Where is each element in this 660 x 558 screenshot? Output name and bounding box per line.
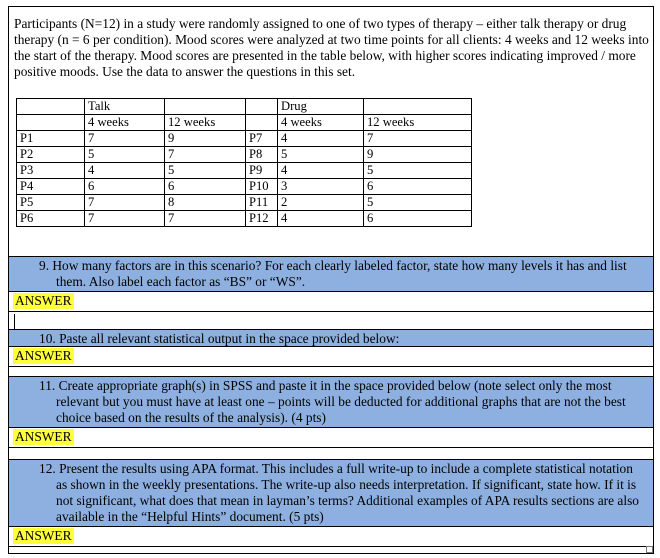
answer-label: ANSWER [15, 528, 72, 543]
participant-id: P1 [17, 131, 85, 147]
score-cell: 5 [278, 147, 364, 163]
participant-id: P10 [246, 179, 278, 195]
participant-id: P3 [17, 163, 85, 179]
table-row [17, 163, 472, 179]
drug-header: Drug [278, 99, 364, 115]
question-9-text: 9. How many factors are in this scenario? For each clearly labeled factor, state how many levels it has and list them. Also label each factor as “BS” or “WS”. [39, 258, 627, 289]
score-cell: 2 [278, 195, 364, 211]
table-column-header-row [17, 115, 472, 131]
question-11 [9, 376, 653, 428]
score-cell: 9 [364, 147, 472, 163]
participant-id: P8 [246, 147, 278, 163]
participant-id: P5 [17, 195, 85, 211]
answer-label: ANSWER [15, 429, 72, 444]
text-cursor [14, 314, 15, 329]
resize-handle[interactable] [646, 546, 653, 553]
talk-12-weeks-header: 12 weeks [165, 115, 246, 131]
participant-id: P4 [17, 179, 85, 195]
table-group-header-row [17, 99, 472, 115]
document-page [8, 6, 654, 554]
answer-label: ANSWER [15, 348, 72, 363]
score-cell: 5 [165, 163, 246, 179]
score-cell: 4 [278, 163, 364, 179]
answer-9-row[interactable] [9, 292, 653, 312]
question-12-text: 12. Present the results using APA format. This includes a full write-up to include a complete statistical notation as shown in the weekly presentations. The write-up also needs interpretation. If significant, state how. If it is not significant, what does that mean in layman’s terms? Additional examples of APA results sections are also available in the “Helpful Hints” document. (5 pts) [39, 461, 640, 524]
score-cell: 5 [85, 147, 165, 163]
score-cell: 7 [85, 211, 165, 227]
score-cell: 9 [165, 131, 246, 147]
answer-9-input[interactable] [9, 312, 653, 330]
table-row [17, 195, 472, 211]
score-cell: 7 [165, 211, 246, 227]
talk-header: Talk [85, 99, 165, 115]
participant-id: P7 [246, 131, 278, 147]
table-row [17, 131, 472, 147]
participant-id: P9 [246, 163, 278, 179]
score-cell: 4 [278, 211, 364, 227]
answer-11-row[interactable] [9, 428, 653, 448]
question-12 [9, 459, 653, 527]
question-9 [9, 256, 653, 292]
participant-id: P6 [17, 211, 85, 227]
participant-id: P12 [246, 211, 278, 227]
mood-scores-table [16, 98, 472, 227]
table-row [17, 179, 472, 195]
drug-12-weeks-header: 12 weeks [364, 115, 472, 131]
score-cell: 6 [364, 211, 472, 227]
score-cell: 5 [364, 195, 472, 211]
score-cell: 3 [278, 179, 364, 195]
question-10-text: 10. Paste all relevant statistical output in the space provided below: [39, 331, 400, 346]
intro-paragraph: Participants (N=12) in a study were randomly assigned to one of two types of therapy – either talk therapy or drug therapy (n = 6 per condition). Mood scores were analyzed at two time points for all clients: 4 weeks and 12 weeks into the start of the therapy. Mood scores are presented in the table below, with higher scores indicating improved / more positive moods. Use the data to answer the questions in this set. [14, 16, 649, 79]
score-cell: 6 [364, 179, 472, 195]
score-cell: 6 [85, 179, 165, 195]
table-row [17, 147, 472, 163]
score-cell: 7 [85, 195, 165, 211]
drug-4-weeks-header: 4 weeks [278, 115, 364, 131]
question-10 [9, 329, 653, 347]
table-row [17, 211, 472, 227]
answer-12-row[interactable] [9, 527, 653, 547]
score-cell: 7 [165, 147, 246, 163]
participant-id: P2 [17, 147, 85, 163]
talk-4-weeks-header: 4 weeks [85, 115, 165, 131]
participant-id: P11 [246, 195, 278, 211]
score-cell: 6 [165, 179, 246, 195]
score-cell: 8 [165, 195, 246, 211]
score-cell: 4 [278, 131, 364, 147]
score-cell: 7 [364, 131, 472, 147]
score-cell: 4 [85, 163, 165, 179]
answer-10-row[interactable] [9, 347, 653, 367]
score-cell: 5 [364, 163, 472, 179]
score-cell: 7 [85, 131, 165, 147]
question-11-text: 11. Create appropriate graph(s) in SPSS and paste it in the space provided below (note select only the most relevant but you must have at least one – points will be deducted for additional graphs that are not the best choice based on the results of the analysis). (4 pts) [39, 378, 626, 425]
answer-label: ANSWER [15, 293, 72, 308]
